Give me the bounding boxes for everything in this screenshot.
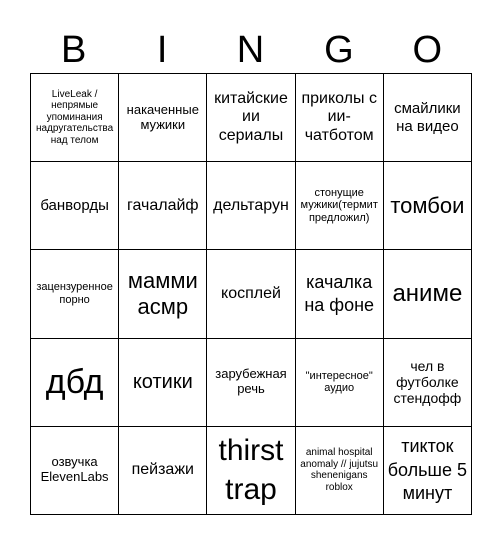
bingo-cell[interactable]: китайские ии сериалы: [207, 74, 295, 162]
bingo-cell[interactable]: гачалайф: [119, 162, 207, 250]
bingo-cell[interactable]: зарубежная речь: [207, 339, 295, 427]
bingo-cell[interactable]: озвучка ElevenLabs: [31, 427, 119, 515]
header-letter-n: N: [236, 29, 266, 71]
bingo-cell[interactable]: дельтарун: [207, 162, 295, 250]
header-letter-o: O: [412, 29, 444, 71]
bingo-cell[interactable]: LiveLeak / непрямые упоминания надругательства над телом: [31, 74, 119, 162]
bingo-cell[interactable]: аниме: [384, 250, 472, 338]
bingo-cell[interactable]: банворды: [31, 162, 119, 250]
bingo-board: [30, 73, 472, 515]
bingo-cell[interactable]: котики: [119, 339, 207, 427]
bingo-cell[interactable]: animal hospital anomaly // jujutsu shenenigans roblox: [296, 427, 384, 515]
bingo-cell[interactable]: смайлики на видео: [384, 74, 472, 162]
bingo-cell[interactable]: thirst trap: [207, 427, 295, 515]
header-letter-i: I: [156, 29, 169, 71]
bingo-cell[interactable]: зацензуренное порно: [31, 250, 119, 338]
bingo-cell[interactable]: тикток больше 5 минут: [384, 427, 472, 515]
bingo-cell[interactable]: накаченные мужики: [119, 74, 207, 162]
bingo-header: [30, 28, 472, 72]
bingo-cell[interactable]: стонущие мужики(термит предложил): [296, 162, 384, 250]
bingo-cell[interactable]: дбд: [31, 339, 119, 427]
bingo-cell[interactable]: "интересное" аудио: [296, 339, 384, 427]
bingo-cell[interactable]: приколы с ии-чатботом: [296, 74, 384, 162]
bingo-cell[interactable]: качалка на фоне: [296, 250, 384, 338]
bingo-cell[interactable]: томбои: [384, 162, 472, 250]
bingo-cell[interactable]: мамми асмр: [119, 250, 207, 338]
header-letter-g: G: [324, 29, 355, 71]
header-letter-b: B: [61, 29, 88, 71]
bingo-cell[interactable]: пейзажи: [119, 427, 207, 515]
bingo-cell[interactable]: чел в футболке стендофф: [384, 339, 472, 427]
bingo-cell[interactable]: косплей: [207, 250, 295, 338]
